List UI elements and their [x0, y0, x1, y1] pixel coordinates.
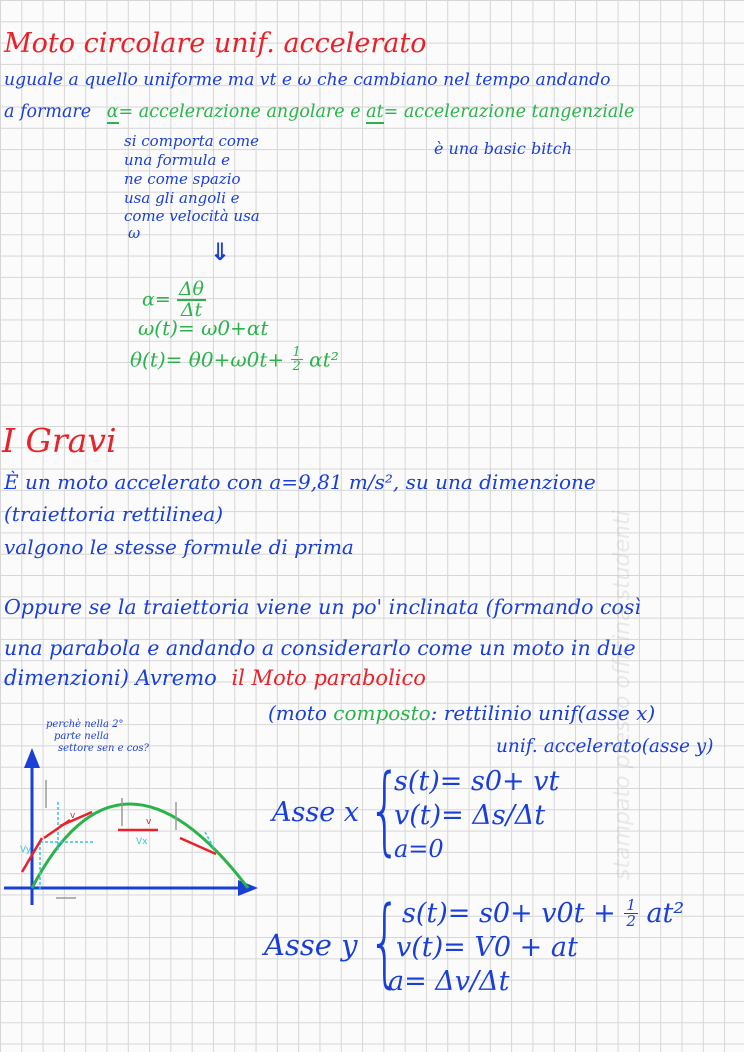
vy-label: Vy	[20, 845, 32, 855]
moto-composto-tail: : rettilinio unif(asse x)	[430, 701, 656, 725]
gravi-line-3: valgono le stesse formule di prima	[4, 535, 354, 559]
asse-y-frac-num: 1	[626, 896, 636, 914]
alpha-symbol: α	[106, 102, 119, 122]
v-label-1: v	[70, 811, 76, 821]
projectile-diagram	[0, 740, 270, 920]
gravi-line-6-prefix: dimenzioni) Avremo	[4, 666, 217, 690]
y-axis-arrow-icon	[24, 748, 40, 768]
note-left-5: come velocità usa	[124, 207, 260, 225]
asse-x-brace: {	[368, 754, 402, 866]
formula-alpha-numerator: Δθ	[178, 278, 204, 300]
moto-composto-open: (moto	[268, 701, 327, 725]
gravi-line-6	[4, 668, 426, 689]
formula-theta-frac-num: 1	[292, 345, 301, 360]
section-title-moto-circolare: Moto circolare unif. accelerato	[4, 28, 427, 59]
at-symbol: at	[366, 102, 384, 122]
note-left-6: ω	[128, 224, 141, 242]
formula-omega: ω(t)= ω0+αt	[138, 316, 269, 340]
diagram-note-1: perchè nella 2°	[46, 719, 124, 730]
asse-y-eq-a: a= Δv/Δt	[388, 966, 510, 997]
note-left-3: ne come spazio	[124, 170, 241, 188]
note-left-4: usa gli angoli e	[124, 189, 240, 207]
note-right-basic: è una basic bitch	[434, 139, 572, 158]
diagram-note-2: parte nella	[54, 731, 109, 742]
asse-y-eq-s	[402, 898, 684, 929]
moto-parabolico-label: il Moto parabolico	[231, 666, 426, 690]
v-label-2: v	[146, 817, 152, 827]
down-arrow-icon: ⇓	[210, 238, 231, 266]
moto-composto-line	[268, 703, 655, 723]
section-title-gravi: I Gravi	[2, 421, 117, 460]
intro-line-2-prefix: a formare	[4, 102, 92, 122]
asse-y-brace: {	[368, 886, 402, 998]
asse-y-eq-v: v(t)= V0 + at	[396, 932, 578, 963]
asse-y-eq-s-main: s(t)= s0+ v0t +	[402, 898, 616, 929]
gravi-line-1: È un moto accelerato con a=9,81 m/s², su una dimenzione	[4, 470, 596, 494]
vx-label: Vx	[136, 837, 148, 847]
note-left-1: si comporta come	[124, 132, 259, 150]
watermark: stampato presso officina studenti	[610, 510, 635, 880]
asse-x-eq-v: v(t)= Δs/Δt	[394, 800, 546, 831]
gravi-line-4: Oppure se la traiettoria viene un po' inclinata (formando così	[4, 595, 641, 619]
gravi-line-2: (traiettoria rettilinea)	[4, 502, 224, 526]
asse-x-eq-a: a=0	[394, 835, 444, 863]
formula-theta-main: θ(t)= θ0+ω0t+	[130, 347, 285, 372]
note-left-2: una formula e	[124, 151, 231, 169]
conjunction-e: e	[350, 102, 361, 122]
formula-theta	[130, 346, 339, 373]
moto-composto-line-2: unif. accelerato(asse y)	[496, 736, 714, 757]
diagram-note-3: settore sen e cos?	[58, 743, 149, 754]
formula-alpha-denominator: Δt	[180, 299, 203, 321]
asse-y-eq-s-tail: at²	[646, 898, 685, 929]
intro-line-2	[4, 104, 634, 122]
formula-theta-frac-den: 2	[292, 359, 301, 374]
gravi-line-5: una parabola e andando a considerarlo come un moto in due	[4, 636, 636, 660]
asse-y-frac-den: 2	[626, 912, 636, 930]
formula-alpha	[142, 280, 206, 320]
formula-theta-tail: αt²	[309, 347, 339, 372]
alpha-definition: = accelerazione angolare	[118, 102, 345, 122]
intro-line-1: uguale a quello uniforme ma vt e ω che cambiano nel tempo andando	[4, 70, 611, 90]
asse-y-label: Asse y	[264, 928, 358, 962]
at-definition: = accelerazione tangenziale	[383, 102, 635, 122]
composto-word: composto	[333, 701, 431, 725]
asse-x-label: Asse x	[272, 797, 359, 828]
asse-x-eq-s: s(t)= s0+ vt	[394, 766, 560, 797]
formula-alpha-lhs: α=	[142, 288, 171, 311]
